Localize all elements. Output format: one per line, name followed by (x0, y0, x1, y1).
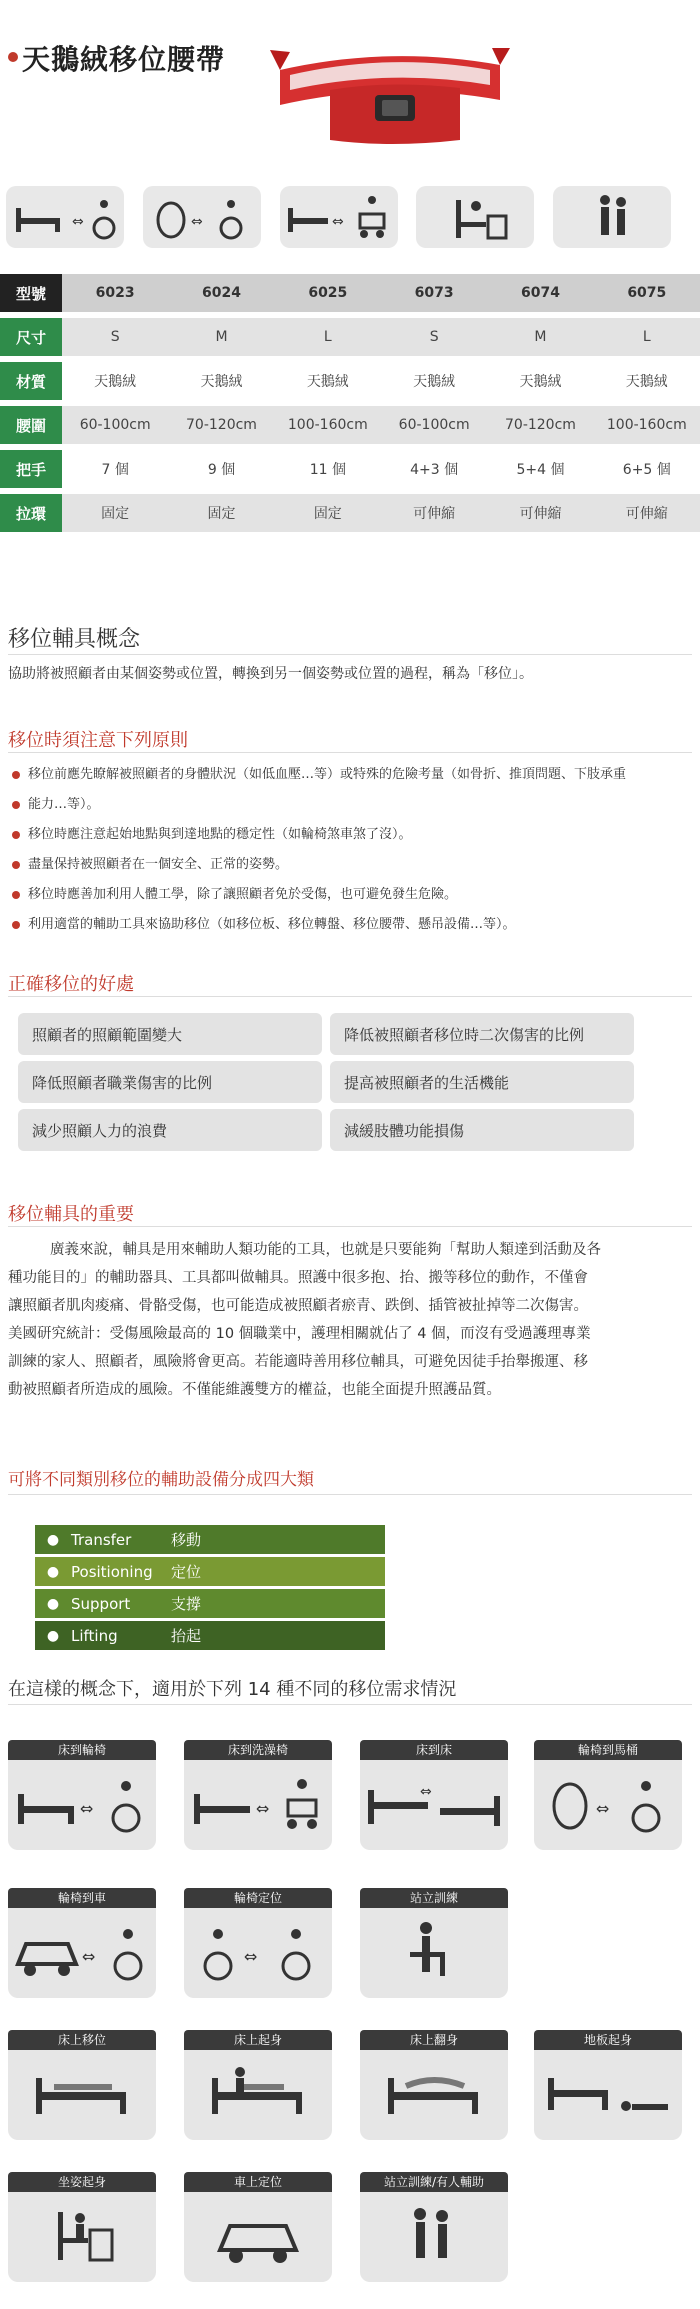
bullet-icon: ● (46, 1531, 60, 1548)
toilet-to-wheelchair-icon (143, 186, 261, 248)
spec-row-material (0, 362, 700, 400)
title-bullet (8, 52, 18, 62)
table-cell: 固定 (101, 506, 130, 522)
divider (8, 1704, 692, 1705)
svg-text:⇔: ⇔ (191, 214, 203, 230)
situation-bed-turning (360, 2030, 508, 2140)
category-zh: 移動 (171, 1531, 202, 1549)
model-cell: 6073 (414, 285, 454, 301)
row-label: 腰圍 (0, 406, 62, 444)
svg-text:⇔: ⇔ (244, 1947, 258, 1966)
list-item: 移位時應善加利用人體工學，除了讓照顧者免於受傷，也可避免發生危險。 (8, 880, 692, 910)
benefit-item: 提高被照顧者的生活機能 (330, 1061, 634, 1103)
situation-bed-to-bath-chair (184, 1740, 332, 1850)
table-cell: 可伸縮 (519, 506, 562, 522)
row-label: 把手 (0, 450, 62, 488)
row-label: 拉環 (0, 494, 62, 532)
paragraph-line: 種功能目的」的輔助器具、工具都叫做輔具。照護中很多抱、抬、搬等移位的動作，不僅會 (8, 1270, 588, 1286)
benefit-item: 照顧者的照顧範圍變大 (18, 1013, 322, 1055)
situation-floor-rise (534, 2030, 682, 2140)
sitting-up-icon (416, 186, 534, 248)
svg-text:⇔: ⇔ (82, 1947, 96, 1966)
bullet-icon: ● (46, 1595, 60, 1612)
svg-text:⇔: ⇔ (332, 214, 344, 230)
svg-text:⇔: ⇔ (596, 1799, 610, 1818)
situation-bed-to-bed (360, 1740, 508, 1850)
table-cell: 可伸縮 (413, 506, 456, 522)
concept-text: 協助將被照顧者由某個姿勢或位置，轉換到另一個姿勢或位置的過程，稱為「移位」。 (8, 666, 533, 682)
product-title: 天鵝絨移位腰帶 (22, 43, 226, 76)
table-cell: 60-100cm (398, 417, 470, 433)
bed-turning-icon (360, 2050, 508, 2140)
svg-text:⇔: ⇔ (256, 1799, 270, 1818)
table-cell: 天鵝絨 (519, 374, 562, 390)
table-cell: L (642, 329, 651, 345)
situation-label: 地板起身 (534, 2030, 682, 2050)
category-en: Positioning (71, 1562, 153, 1581)
list-item: 利用適當的輔助工具來協助移位（如移位板、移位轉盤、移位腰帶、懸吊設備…等）。 (8, 910, 692, 940)
table-cell: 7 個 (101, 462, 129, 478)
table-cell: L (323, 329, 332, 345)
category-support (35, 1589, 385, 1618)
categories-list (35, 1525, 385, 1653)
table-cell: 100-160cm (606, 417, 687, 433)
car-positioning-icon (184, 2192, 332, 2282)
spec-header-label: 型號 (0, 274, 62, 312)
model-cell: 6023 (95, 285, 135, 301)
category-zh: 支撐 (171, 1595, 202, 1613)
situation-label: 床到輪椅 (8, 1740, 156, 1760)
divider (8, 752, 692, 753)
bed-to-bed-icon (360, 1760, 508, 1850)
situation-label: 床到洗澡椅 (184, 1740, 332, 1760)
category-zh: 定位 (171, 1563, 202, 1581)
situation-label: 站立訓練 (360, 1888, 508, 1908)
bed-to-wheelchair-icon (8, 1760, 156, 1850)
table-cell: 60-100cm (79, 417, 151, 433)
row-label: 尺寸 (0, 318, 62, 356)
model-cell: 6024 (202, 285, 241, 301)
benefit-item: 減緩肢體功能損傷 (330, 1109, 634, 1151)
paragraph-line: 訓練的家人、照顧者，風險將會更高。若能適時善用移位輔具，可避免因徒手抬舉搬運、移 (8, 1354, 588, 1370)
situation-wheelchair-to-toilet (534, 1740, 682, 1850)
table-cell: 可伸縮 (625, 506, 668, 522)
paragraph-line: 讓照顧者肌肉痠痛、骨骼受傷，也可能造成被照顧者瘀青、跌倒、插管被扯掉等二次傷害。 (8, 1298, 588, 1314)
divider (8, 996, 692, 997)
table-cell: 70-120cm (186, 417, 257, 433)
list-item: 移位前應先瞭解被照顧者的身體狀況（如低血壓…等）或特殊的危險考量（如骨折、推頂問題、下肢承重 (8, 760, 692, 790)
category-en: Lifting (71, 1626, 118, 1645)
principles-list (8, 760, 692, 940)
table-cell: 天鵝絨 (306, 374, 349, 390)
paragraph-line: 動被照顧者所造成的風險。不僅能維護雙方的權益，也能全面提升照護品質。 (8, 1382, 501, 1398)
table-cell: M (534, 329, 547, 345)
situation-wheelchair-to-car (8, 1888, 156, 1998)
situation-label: 車上定位 (184, 2172, 332, 2192)
category-positioning (35, 1557, 385, 1586)
concept-title: 移位輔具概念 (8, 627, 141, 652)
situation-bed-to-wheelchair (8, 1740, 156, 1850)
situation-label: 床上移位 (8, 2030, 156, 2050)
paragraph-line: 美國研究統計：受傷風險最高的 10 個職業中，護理相關就佔了 4 個，而沒有受過護理專業 (8, 1326, 591, 1342)
category-lifting (35, 1621, 385, 1650)
table-cell: 70-120cm (505, 417, 576, 433)
principles-title: 移位時須注意下列原則 (8, 730, 188, 751)
benefits-title: 正確移位的好處 (8, 974, 134, 995)
table-cell: S (429, 329, 439, 345)
standing-assist-icon (553, 186, 671, 248)
assisted-standing-icon (360, 2192, 508, 2282)
table-cell: 天鵝絨 (413, 374, 456, 390)
table-cell: 天鵝絨 (625, 374, 668, 390)
standing-training-icon (360, 1908, 508, 1998)
table-cell: 11 個 (309, 462, 346, 478)
situation-sit-to-stand (8, 2172, 156, 2282)
situations-title: 在這樣的概念下，適用於下列 14 種不同的移位需求情況 (8, 1679, 457, 1700)
sit-to-stand-icon (8, 2192, 156, 2282)
situation-label: 輪椅定位 (184, 1888, 332, 1908)
situation-label: 輪椅到馬桶 (534, 1740, 682, 1760)
situation-assisted-standing (360, 2172, 508, 2282)
model-cell: 6075 (627, 285, 667, 301)
wheelchair-to-toilet-icon (534, 1760, 682, 1850)
list-item-continuation: 能力…等）。 (8, 790, 692, 820)
table-cell: 天鵝絨 (94, 374, 137, 390)
wheelchair-to-car-icon (8, 1908, 156, 1998)
paragraph-line: 廣義來說，輔具是用來輔助人類功能的工具，也就是只要能夠「幫助人類達到活動及各 (50, 1242, 601, 1258)
divider (8, 654, 692, 655)
benefit-item: 降低被照顧者移位時二次傷害的比例 (330, 1013, 634, 1055)
table-cell: 天鵝絨 (200, 374, 243, 390)
situation-wheelchair-positioning (184, 1888, 332, 1998)
bullet-icon: ● (46, 1627, 60, 1644)
bed-to-bath-chair-icon (184, 1760, 332, 1850)
importance-title: 移位輔具的重要 (8, 1204, 134, 1225)
product-header (0, 0, 700, 175)
wheelchair-positioning-icon (184, 1908, 332, 1998)
category-transfer (35, 1525, 385, 1554)
situation-label: 輪椅到車 (8, 1888, 156, 1908)
table-cell: 固定 (313, 506, 342, 522)
table-cell: 9 個 (207, 462, 236, 478)
situation-car-positioning (184, 2172, 332, 2282)
situation-label: 床上起身 (184, 2030, 332, 2050)
row-label: 材質 (0, 362, 62, 400)
spec-header-row (0, 274, 700, 312)
benefit-item: 減少照顧人力的浪費 (18, 1109, 322, 1151)
spec-row-handles (0, 450, 700, 488)
bed-sit-up-icon (184, 2050, 332, 2140)
category-en: Transfer (71, 1530, 132, 1549)
spec-row-size (0, 318, 700, 356)
spec-row-pull-ring (0, 494, 700, 532)
situation-label: 床到床 (360, 1740, 508, 1760)
situation-bed-repositioning (8, 2030, 156, 2140)
table-cell: 100-160cm (287, 417, 368, 433)
model-cell: 6025 (308, 285, 348, 301)
situation-label: 坐姿起身 (8, 2172, 156, 2192)
benefit-item: 降低照顧者職業傷害的比例 (18, 1061, 322, 1103)
divider (8, 1226, 692, 1227)
table-cell: S (110, 329, 120, 345)
usage-icons-row (0, 186, 700, 250)
importance-text (8, 1236, 692, 1404)
list-item: 盡量保持被照顧者在一個安全、正常的姿勢。 (8, 850, 692, 880)
svg-text:⇔: ⇔ (80, 1799, 94, 1818)
table-cell: M (215, 329, 228, 345)
list-item: 移位時應注意起始地點與到達地點的穩定性（如輪椅煞車煞了沒）。 (8, 820, 692, 850)
table-cell: 6+5 個 (622, 462, 671, 478)
category-en: Support (71, 1594, 131, 1613)
bed-to-bath-chair-icon (280, 186, 398, 248)
table-cell: 5+4 個 (516, 462, 565, 478)
situation-bed-sit-up (184, 2030, 332, 2140)
divider (8, 1494, 692, 1495)
belt-image (270, 40, 510, 160)
model-cell: 6074 (520, 285, 560, 301)
categories-title: 可將不同類別移位的輔助設備分成四大類 (8, 1470, 314, 1490)
spec-row-waist (0, 406, 700, 444)
bullet-icon: ● (46, 1563, 60, 1580)
bed-repositioning-icon (8, 2050, 156, 2140)
situation-label: 站立訓練/有人輔助 (360, 2172, 508, 2192)
svg-text:⇔: ⇔ (72, 214, 84, 230)
table-cell: 固定 (207, 506, 236, 522)
floor-rise-icon (534, 2050, 682, 2140)
situation-standing-training (360, 1888, 508, 1998)
svg-text:⇔: ⇔ (420, 1784, 432, 1800)
spec-table (0, 274, 700, 538)
table-cell: 4+3 個 (410, 462, 459, 478)
category-zh: 抬起 (171, 1627, 202, 1645)
situation-label: 床上翻身 (360, 2030, 508, 2050)
bed-to-wheelchair-icon (6, 186, 124, 248)
